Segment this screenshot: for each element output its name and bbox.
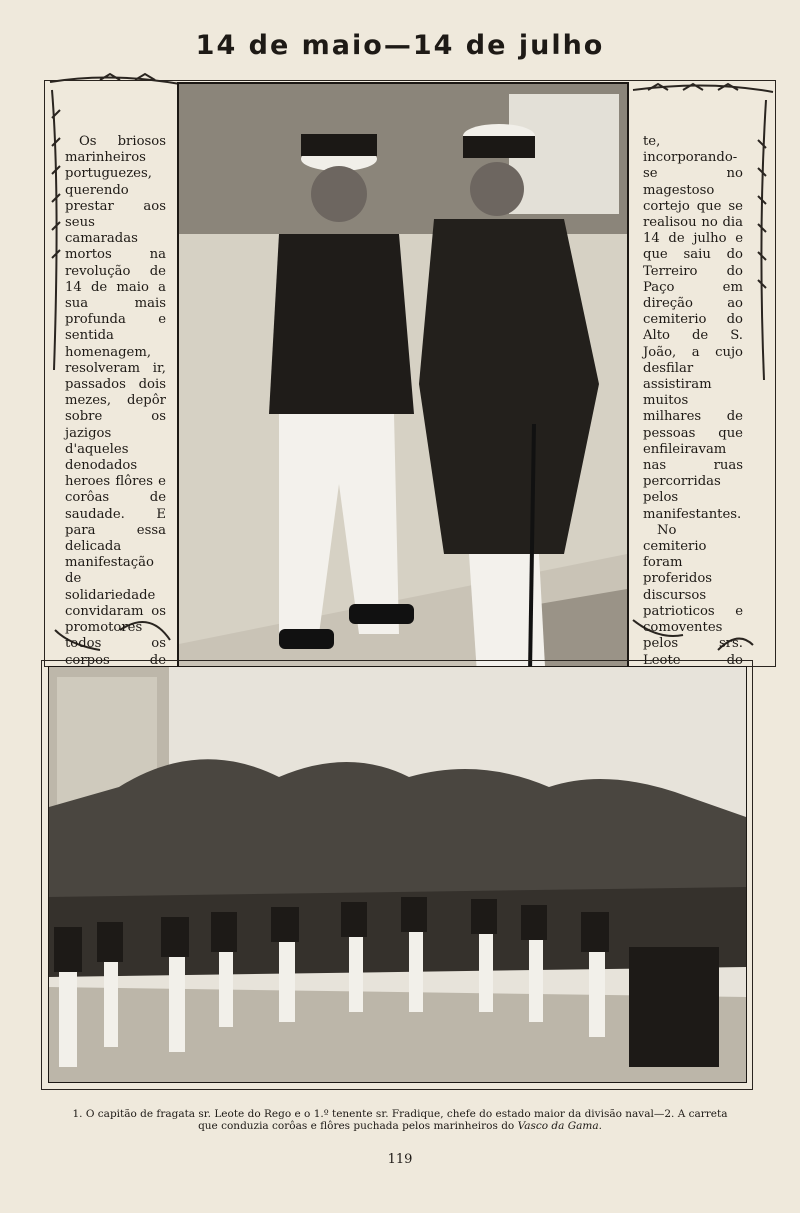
page-title: 14 de maio—14 de julho <box>195 30 605 61</box>
officers-photograph <box>177 82 629 748</box>
caption-line-2 <box>40 1120 760 1132</box>
caption-ship-name: Vasco da Gama <box>517 1120 599 1132</box>
left-text-column <box>65 134 166 734</box>
procession-photograph <box>48 666 747 1083</box>
right-column-paragraph-1: te, incorporando-se no magestoso cortejo que se realisou no dia 14 de julho e que saiu do Terreiro do Paço em direção ao cemiterio do Alto de S. João, a cujo desfilar assistiram muitos milhares de pessoas que enfileiravam nas ruas percorridas pelos manifestantes. <box>643 134 743 522</box>
caption-line-2-start: que conduzia corôas e flôres puchada pelos marinheiros do <box>198 1120 518 1132</box>
photo-caption <box>40 1108 760 1132</box>
right-text-column <box>643 134 743 750</box>
right-column-paragraph-2: No cemiterio foram proferidos discursos patrioticos e comoventes pelos srs. Leote do <box>643 522 743 668</box>
caption-line-2-end: . <box>598 1120 602 1132</box>
left-column-paragraph: Os briosos marinheiros portuguezes, querendo prestar aos seus camaradas mortos na revolução de 14 de maio a sua mais profunda e sentida homenagem, resolveram ir, passados dois mezes, depôr sobre os jazigos d'aqueles denodados heroes flôres e corôas de saudade. E para essa delicada manifestação de solidariedade convidaram os promotores todos os corpos de <box>65 134 166 668</box>
procession-photo-drawing <box>49 667 746 1082</box>
page-number: 119 <box>387 1152 413 1167</box>
officers-photo-drawing <box>179 84 627 746</box>
caption-line-1: 1. O capitão de fragata sr. Leote do Rego e o 1.º tenente sr. Fradique, chefe do estado maior da divisão naval—2. A carreta <box>72 1108 728 1120</box>
